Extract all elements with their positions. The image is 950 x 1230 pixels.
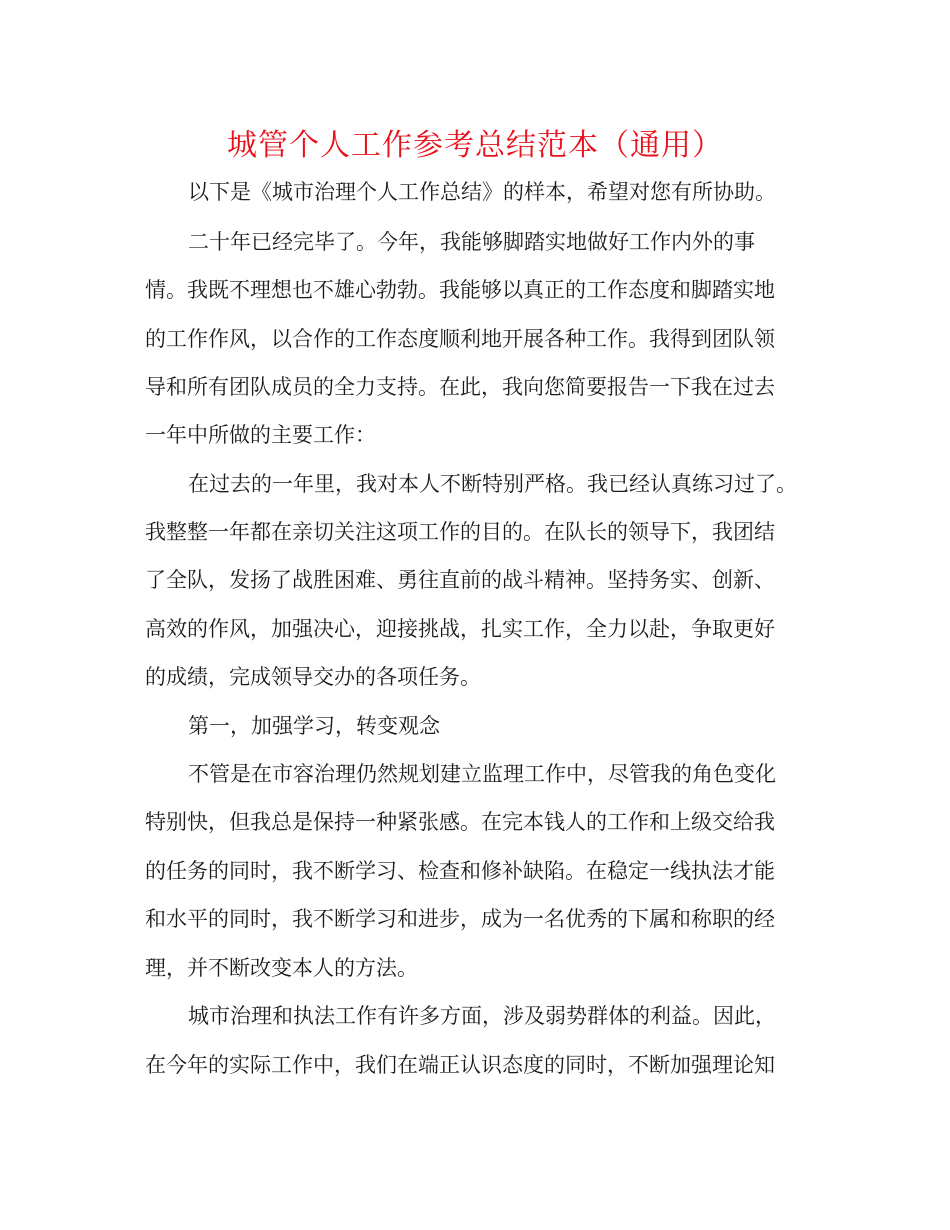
paragraph-line: 一年中所做的主要工作： — [145, 423, 376, 447]
paragraph-line: 的工作作风，以合作的工作态度顺利地开展各种工作。我得到团队领 — [145, 327, 775, 351]
paragraph-line: 不管是在市容治理仍然规划建立监理工作中，尽管我的角色变化 — [188, 762, 776, 786]
paragraph-line: 在今年的实际工作中，我们在端正认识态度的同时，不断加强理论知 — [145, 1053, 775, 1077]
paragraph-line: 我整整一年都在亲切关注这项工作的目的。在队长的领导下，我团结 — [145, 520, 775, 544]
paragraph-line: 高效的作风，加强决心，迎接挑战，扎实工作，全力以赴，争取更好 — [145, 617, 775, 641]
paragraph-line: 了全队，发扬了战胜困难、勇往直前的战斗精神。坚持务实、创新、 — [145, 568, 775, 592]
paragraph-line: 的任务的同时，我不断学习、检查和修补缺陷。在稳定一线执法才能 — [145, 859, 775, 883]
paragraph-line: 城市治理和执法工作有许多方面，涉及弱势群体的利益。因此， — [188, 1004, 776, 1028]
document-title: 城管个人工作参考总结范本（通用） — [227, 128, 723, 163]
paragraph-line: 特别快，但我总是保持一种紧张感。在完本钱人的工作和上级交给我 — [145, 810, 775, 834]
paragraph-line: 情。我既不理想也不雄心勃勃。我能够以真正的工作态度和脚踏实地 — [145, 278, 775, 302]
paragraph-line: 理，并不断改变本人的方法。 — [145, 956, 418, 980]
section-heading: 第一，加强学习，转变观念 — [188, 714, 440, 738]
paragraph-line: 导和所有团队成员的全力支持。在此，我向您简要报告一下我在过去 — [145, 375, 775, 399]
paragraph-line: 的成绩，完成领导交办的各项任务。 — [145, 665, 481, 689]
paragraph-line: 和水平的同时，我不断学习和进步，成为一名优秀的下属和称职的经 — [145, 907, 775, 931]
paragraph-line: 以下是《城市治理个人工作总结》的样本，希望对您有所协助。 — [188, 180, 776, 204]
paragraph-line: 在过去的一年里，我对本人不断特别严格。我已经认真练习过了。 — [188, 472, 797, 496]
paragraph-line: 二十年已经完毕了。今年，我能够脚踏实地做好工作内外的事 — [188, 230, 755, 254]
